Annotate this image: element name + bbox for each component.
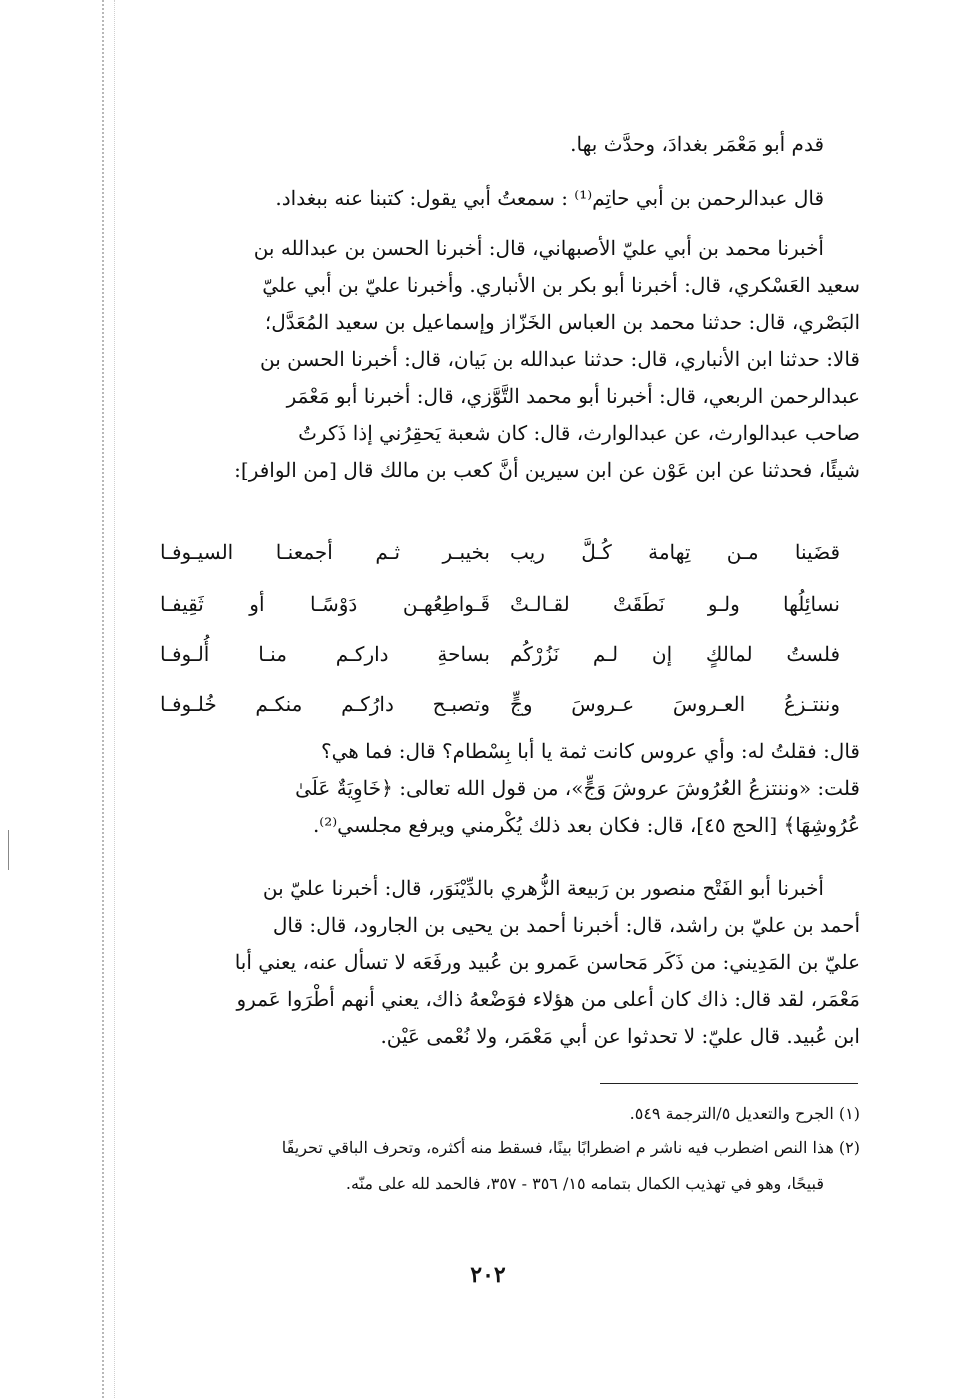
poem-hemistich-first: وننتـزعُ العـروسَ عـروسَ وجٍّ <box>510 692 840 716</box>
binding-margin-dots-secondary <box>114 0 115 1398</box>
poem-hemistich-second: وتصبـح دارُكـم منكـم خُلـوفـا <box>160 692 490 716</box>
text-line: البَصْري، قال: حدثنا محمد بن العباس الخَزّاز وإسماعيل بن سعيد المُعَدَّل؛ <box>264 310 860 334</box>
poem-hemistich-second: بخيبـر ثـم أجمعنـا السيـوفـا <box>160 540 490 564</box>
text-line: أحمد بن عليّ بن راشد، قال: أخبرنا أحمد بن يحيى بن الجارود، قال: قال <box>272 913 860 937</box>
paragraph-ibn-abi-hatim <box>130 180 860 217</box>
text-line: عبدالرحمن الربعي، قال: أخبرنا أبو محمد التَّوَّزي، قال: أخبرنا أبو مَعْمَر <box>286 384 860 408</box>
text-line: مَعْمَر، لقد قال: ذاك كان أعلى من هؤلاء فوَضْعهُ ذاك، يعني أنهم أطْرَوا عَمرو <box>236 987 860 1011</box>
poem-hemistich-first: فلستُ لمالكٍ إن لـم نَزُرْكُم <box>510 642 840 666</box>
text-line: سعيد العَسْكري، قال: أخبرنا أبو بكر بن الأنباري. وأخبرنا عليّ بن أبي عليّ <box>262 273 860 297</box>
poem-hemistich-first: قضَينا مـن تِهامة كُـلَّ ريب <box>510 540 840 564</box>
poem-verse <box>160 682 840 726</box>
text-line: قدم أبو مَعْمَر بغدادَ، وحدَّث بها. <box>570 132 824 156</box>
poem-hemistich-second: بساحةِ داركـم منـا أُلـوفـا <box>160 642 490 666</box>
paragraph-after-poem <box>130 733 860 844</box>
scan-edge-mark <box>8 830 9 870</box>
text-line: عُرُوشِهَا﴾ [الحج ٤٥]، قال: فكان بعد ذلك يُكْرمني ويرفع مجلسي⁽²⁾. <box>312 813 860 837</box>
footnote-separator <box>600 1083 858 1084</box>
poem-hemistich-second: قَـواطِعُهـن دَوْسًـا أو ثَقِيفـا <box>160 592 490 616</box>
poem-verse <box>160 530 840 574</box>
paragraph-intro <box>130 126 860 163</box>
binding-margin-dots <box>102 0 104 1398</box>
text-line: قلت: «وننتزعُ العُرُوشَ عروشَ وَجٍّ»، من قول الله تعالى: ﴿خَاوِيَةٌ عَلَىٰ <box>295 776 860 800</box>
footnote-2-continued <box>130 1170 860 1198</box>
text-line: أخبرنا أبو الفَتْح منصور بن رَبيعة الزُّهري بالدِّيْنَوَر، قال: أخبرنا عليّ بن <box>262 876 824 900</box>
text-line: شيئًا، فحدثنا عن ابن عَوْن عن ابن سيرين أنَّ كعب بن مالك قال [من الوافر]: <box>234 458 860 482</box>
text-line: قال عبدالرحمن بن أبي حاتِم⁽¹⁾ : سمعتُ أبي يقول: كتبنا عنه ببغداد. <box>275 186 824 210</box>
poem-verse <box>160 582 840 626</box>
footnote-2-line-2: قبيحًا، وهو في تهذيب الكمال بتمامه ١٥/ ٣٥٦ - ٣٥٧، فالحمد لله على منّه. <box>345 1174 824 1193</box>
footnote-1: (١) الجرح والتعديل ٥/الترجمة ٥٤٩. <box>629 1104 860 1123</box>
text-line: صاحب عبدالوارث، عن عبدالوارث، قال: كان شعبة يَحقِرُني إذا ذَكرتُ <box>298 421 860 445</box>
text-line: قال: فقلتُ له: وأي عروس كانت ثمة يا أبا بِسْطام؟ قال: فما هي؟ <box>320 739 860 763</box>
paragraph-ibn-al-madini <box>130 870 860 1055</box>
poem-hemistich-first: نسائِلُها ولـو نَطَقَتْ لقـالـتْ <box>510 592 840 616</box>
page-number: ٢٠٢ <box>470 1262 506 1288</box>
text-line: قالا: حدثنا ابن الأنباري، قال: حدثنا عبدالله بن بَيان، قال: أخبرنا الحسن بن <box>260 347 860 371</box>
paragraph-isnad <box>130 230 860 489</box>
text-line: ابن عُبيد. قال عليّ: لا تحدثوا عن أبي مَعْمَر، ولا نُعْمى عَيْن. <box>380 1024 860 1048</box>
poem-verse <box>160 632 840 676</box>
text-line: أخبرنا محمد بن أبي عليّ الأصبهاني، قال: أخبرنا الحسن بن عبدالله بن <box>253 236 824 260</box>
footnote-2: (٢) هذا النص اضطرب فيه ناشر م اضطرابًا بينًا، فسقط منه أكثره، وتحرف الباقي تحريفًا <box>281 1138 860 1157</box>
text-line: عليّ بن المَدِيني: من ذَكَر مَحاسن عَمرو بن عُبيد ورفَعَه لا تسأل عنه، يعني أبا <box>234 950 860 974</box>
